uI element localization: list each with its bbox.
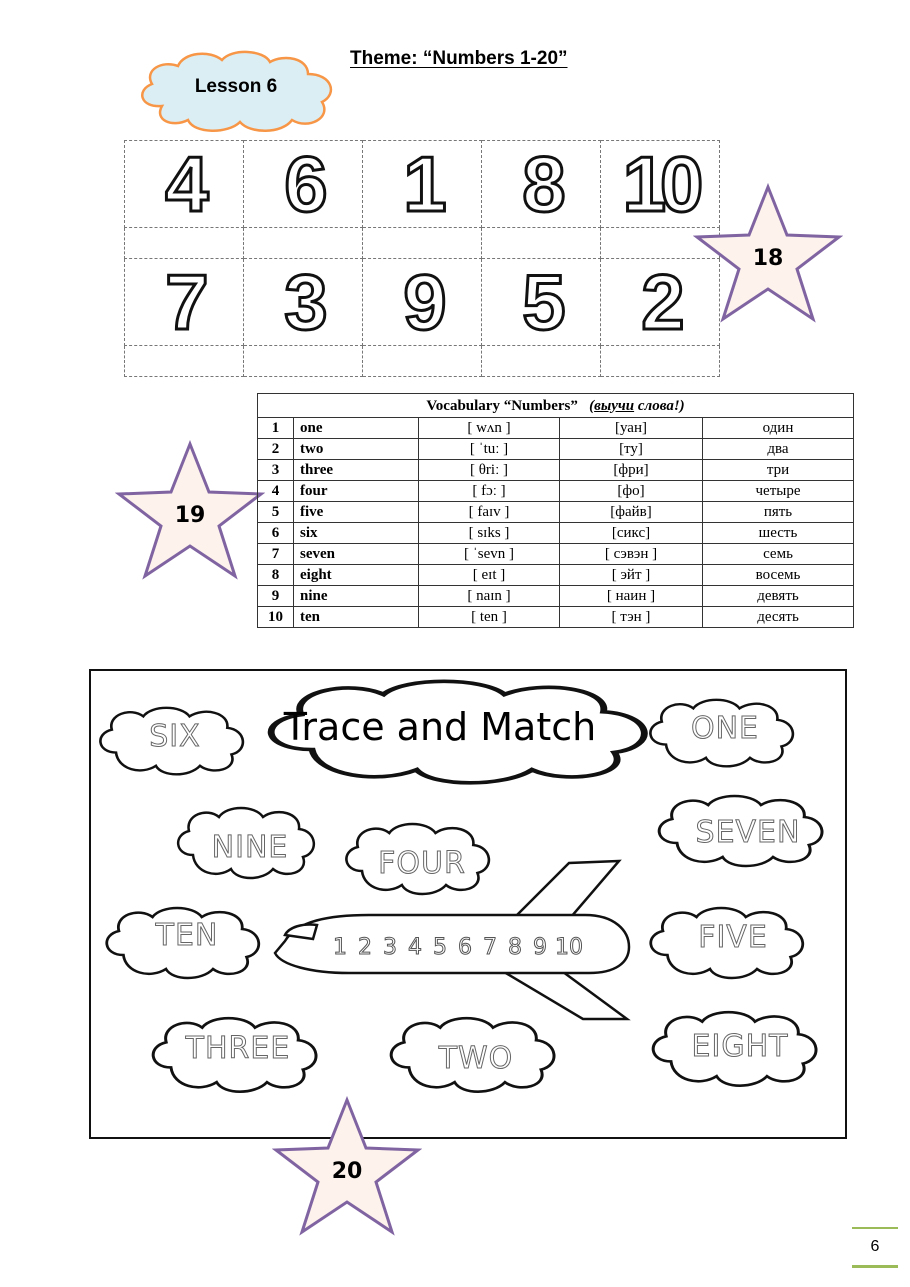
- answer-cell[interactable]: [244, 346, 363, 377]
- plane-digit: 2: [358, 934, 372, 960]
- answer-cell[interactable]: [363, 346, 482, 377]
- row-number: 3: [258, 460, 294, 481]
- trace-word-six: SIX: [149, 718, 201, 754]
- number-cell: [244, 141, 363, 228]
- russian-word: семь: [703, 544, 854, 565]
- ipa-transcription: [ wʌn ]: [419, 418, 560, 439]
- subtitle-underlined: выучи: [594, 397, 635, 414]
- russian-transcription: [ту]: [560, 439, 703, 460]
- english-word: six: [294, 523, 419, 544]
- table-row: [258, 418, 854, 439]
- cartoon-number: 8: [522, 140, 560, 228]
- answer-cell[interactable]: [125, 228, 244, 259]
- number-cell: [363, 141, 482, 228]
- theme-title: Theme: “Numbers 1-20”: [350, 48, 568, 69]
- table-row: [258, 544, 854, 565]
- row-number: 6: [258, 523, 294, 544]
- russian-transcription: [файв]: [560, 502, 703, 523]
- number-cell: [363, 259, 482, 346]
- star-number: 20: [331, 1158, 363, 1184]
- plane-digit: 4: [408, 934, 422, 960]
- table-row: [258, 502, 854, 523]
- plane-digit: 10: [555, 934, 583, 960]
- row-number: 7: [258, 544, 294, 565]
- russian-word: пять: [703, 502, 854, 523]
- subtitle-rest: слова!): [634, 397, 685, 414]
- cartoon-number: 3: [284, 258, 322, 346]
- plane-digit: 6: [458, 934, 472, 960]
- russian-transcription: [фо]: [560, 481, 703, 502]
- plane-digit: 1: [333, 934, 347, 960]
- cartoon-number: 10: [622, 140, 698, 228]
- answer-cell[interactable]: [125, 346, 244, 377]
- russian-transcription: [ эйт ]: [560, 565, 703, 586]
- russian-transcription: [уан]: [560, 418, 703, 439]
- row-number: 2: [258, 439, 294, 460]
- row-number: 1: [258, 418, 294, 439]
- russian-transcription: [ тэн ]: [560, 607, 703, 628]
- russian-word: восемь: [703, 565, 854, 586]
- page-number-rule-bottom: [852, 1265, 898, 1268]
- trace-word-two: TWO: [438, 1040, 514, 1076]
- ipa-transcription: [ eɪt ]: [419, 565, 560, 586]
- number-cell: [244, 259, 363, 346]
- table-row: [258, 565, 854, 586]
- lesson-label: Lesson 6: [194, 76, 278, 97]
- russian-word: три: [703, 460, 854, 481]
- row-number: 4: [258, 481, 294, 502]
- russian-transcription: [фри]: [560, 460, 703, 481]
- russian-word: два: [703, 439, 854, 460]
- russian-word: шесть: [703, 523, 854, 544]
- row-number: 10: [258, 607, 294, 628]
- russian-transcription: [сикс]: [560, 523, 703, 544]
- table-row: [258, 607, 854, 628]
- ipa-transcription: [ sɪks ]: [419, 523, 560, 544]
- cartoon-number: 1: [403, 140, 441, 228]
- star-number: 19: [174, 502, 206, 528]
- table-row: [258, 586, 854, 607]
- russian-transcription: [ наин ]: [560, 586, 703, 607]
- star-badge-18: [693, 183, 843, 323]
- number-cell: [125, 259, 244, 346]
- english-word: two: [294, 439, 419, 460]
- vocabulary-subtitle: [589, 398, 685, 414]
- english-word: ten: [294, 607, 419, 628]
- trace-word-four: FOUR: [378, 845, 466, 881]
- english-word: nine: [294, 586, 419, 607]
- row-number: 8: [258, 565, 294, 586]
- english-word: five: [294, 502, 419, 523]
- cartoon-number: 4: [165, 140, 203, 228]
- ipa-transcription: [ ˈsevn ]: [419, 544, 560, 565]
- ipa-transcription: [ faɪv ]: [419, 502, 560, 523]
- table-row: [258, 460, 854, 481]
- trace-word-eight: EIGHT: [691, 1028, 789, 1064]
- number-cell: [482, 141, 601, 228]
- english-word: seven: [294, 544, 419, 565]
- trace-word-seven: SEVEN: [695, 814, 801, 850]
- answer-cell[interactable]: [482, 228, 601, 259]
- ipa-transcription: [ fɔː ]: [419, 481, 560, 502]
- russian-word: четыре: [703, 481, 854, 502]
- russian-word: девять: [703, 586, 854, 607]
- ipa-transcription: [ θriː ]: [419, 460, 560, 481]
- table-row: [258, 523, 854, 544]
- cartoon-number: 6: [284, 140, 322, 228]
- trace-word-ten: TEN: [155, 917, 219, 953]
- english-word: one: [294, 418, 419, 439]
- row-number: 5: [258, 502, 294, 523]
- number-picture-grid: [124, 140, 720, 377]
- answer-cell[interactable]: [244, 228, 363, 259]
- vocabulary-title-text: Vocabulary “Numbers”: [426, 397, 578, 414]
- trace-and-match-title: Trace and Match: [283, 705, 597, 749]
- answer-cell[interactable]: [601, 346, 720, 377]
- english-word: four: [294, 481, 419, 502]
- trace-word-three: THREE: [185, 1030, 291, 1066]
- russian-transcription: [ сэвэн ]: [560, 544, 703, 565]
- cartoon-number: 2: [641, 258, 679, 346]
- cartoon-number: 5: [522, 258, 560, 346]
- cartoon-number: 9: [403, 258, 441, 346]
- russian-word: десять: [703, 607, 854, 628]
- plane-digit: 7: [483, 934, 497, 960]
- vocabulary-title: [258, 394, 854, 418]
- answer-cell[interactable]: [363, 228, 482, 259]
- star-number: 18: [752, 245, 784, 271]
- trace-word-five: FIVE: [698, 919, 768, 955]
- plane-digit: 5: [433, 934, 447, 960]
- english-word: three: [294, 460, 419, 481]
- page-number: 6: [870, 1238, 880, 1255]
- trace-word-one: ONE: [690, 710, 759, 746]
- vocabulary-table: [257, 393, 854, 628]
- subtitle-open: (: [589, 397, 595, 414]
- trace-word-nine: NINE: [211, 829, 289, 865]
- table-row: [258, 481, 854, 502]
- table-row: [258, 439, 854, 460]
- plane-digit: 3: [383, 934, 397, 960]
- star-badge-20: [272, 1096, 422, 1236]
- number-cell: [482, 259, 601, 346]
- number-cell: [125, 141, 244, 228]
- row-number: 9: [258, 586, 294, 607]
- star-badge-19: [115, 440, 265, 580]
- answer-cell[interactable]: [482, 346, 601, 377]
- russian-word: один: [703, 418, 854, 439]
- plane-digit: 8: [508, 934, 522, 960]
- ipa-transcription: [ ten ]: [419, 607, 560, 628]
- ipa-transcription: [ naɪn ]: [419, 586, 560, 607]
- cartoon-number: 7: [165, 258, 203, 346]
- plane-digit: 9: [533, 934, 547, 960]
- english-word: eight: [294, 565, 419, 586]
- ipa-transcription: [ ˈtuː ]: [419, 439, 560, 460]
